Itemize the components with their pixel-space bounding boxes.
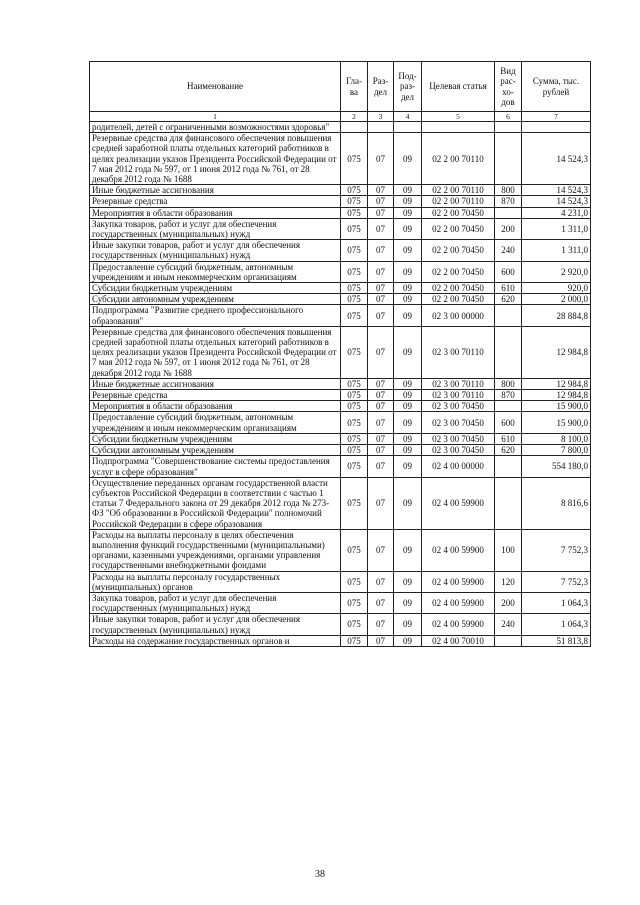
cell-glava: 075 — [341, 456, 368, 477]
cell-glava: 075 — [341, 445, 368, 456]
cell-target: 02 4 00 59900 — [422, 614, 495, 635]
column-number: 5 — [422, 112, 495, 122]
table-row — [90, 401, 591, 412]
cell-razdel: 07 — [368, 477, 394, 529]
cell-target: 02 4 00 59900 — [422, 529, 495, 571]
cell-vid: 870 — [495, 196, 522, 207]
cell-glava: 075 — [341, 571, 368, 592]
header-podrazdel: Под-раз-дел — [394, 62, 422, 112]
table-row — [90, 614, 591, 635]
cell-target: 02 4 00 59900 — [422, 592, 495, 613]
cell-razdel: 07 — [368, 401, 394, 412]
cell-name: Подпрограмма "Совершенствование системы предоставления услуг в сфере образования" — [90, 456, 341, 477]
cell-sum: 920,0 — [522, 283, 591, 294]
cell-glava: 075 — [341, 294, 368, 305]
cell-glava: 075 — [341, 378, 368, 389]
cell-name: родителей, детей с ограниченными возможностями здоровья" — [90, 122, 341, 133]
table-row — [90, 261, 591, 282]
header-sum: Сумма, тыс. рублей — [522, 62, 591, 112]
cell-target: 02 4 00 59900 — [422, 571, 495, 592]
cell-sum: 14 524,3 — [522, 185, 591, 196]
cell-razdel — [368, 122, 394, 133]
cell-target — [422, 122, 495, 133]
cell-name: Резервные средства — [90, 390, 341, 401]
header-vid: Вид рас-хо-дов — [495, 62, 522, 112]
cell-razdel: 07 — [368, 390, 394, 401]
cell-vid — [495, 477, 522, 529]
cell-target: 02 2 00 70450 — [422, 218, 495, 239]
cell-vid — [495, 122, 522, 133]
cell-sum: 2 000,0 — [522, 294, 591, 305]
cell-sum: 15 900,0 — [522, 412, 591, 433]
cell-name: Мероприятия в области образования — [90, 207, 341, 218]
cell-name: Мероприятия в области образования — [90, 401, 341, 412]
cell-sum: 1 064,3 — [522, 614, 591, 635]
cell-name: Субсидии автономным учреждениям — [90, 294, 341, 305]
cell-razdel: 07 — [368, 614, 394, 635]
table-row — [90, 456, 591, 477]
cell-glava: 075 — [341, 196, 368, 207]
cell-vid: 120 — [495, 571, 522, 592]
cell-name: Подпрограмма "Развитие среднего профессионального образования" — [90, 305, 341, 326]
column-number: 6 — [495, 112, 522, 122]
cell-target: 02 2 00 70110 — [422, 196, 495, 207]
column-number: 4 — [394, 112, 422, 122]
cell-target: 02 2 00 70450 — [422, 283, 495, 294]
cell-vid — [495, 305, 522, 326]
cell-name: Расходы на выплаты персоналу в целях обеспечения выполнения функций государственными (муниципальными) органами, казенными учреждениями, органами управления государственными внебюджетными фондами — [90, 529, 341, 571]
cell-podrazdel: 09 — [394, 218, 422, 239]
cell-target: 02 3 00 70110 — [422, 326, 495, 378]
cell-podrazdel: 09 — [394, 592, 422, 613]
table-row — [90, 305, 591, 326]
cell-name: Иные бюджетные ассигнования — [90, 378, 341, 389]
table-header — [90, 62, 591, 122]
cell-name: Резервные средства для финансового обеспечения повышения средней заработной платы отдельных категорий работников в целях реализации указов Президента Российской Федерации от 7 мая 2012 года № 597, от 1 июня 2012 года № 761, от 28 декабря 2012 года № 1688 — [90, 326, 341, 378]
table-row — [90, 592, 591, 613]
cell-razdel: 07 — [368, 433, 394, 444]
cell-vid: 610 — [495, 433, 522, 444]
cell-podrazdel: 09 — [394, 196, 422, 207]
cell-glava: 075 — [341, 261, 368, 282]
cell-podrazdel: 09 — [394, 185, 422, 196]
cell-sum: 7 800,0 — [522, 445, 591, 456]
cell-vid: 240 — [495, 240, 522, 261]
cell-sum: 12 984,8 — [522, 378, 591, 389]
cell-razdel: 07 — [368, 133, 394, 185]
cell-sum: 7 752,3 — [522, 529, 591, 571]
cell-glava: 075 — [341, 529, 368, 571]
cell-target: 02 2 00 70450 — [422, 261, 495, 282]
cell-podrazdel: 09 — [394, 433, 422, 444]
cell-razdel: 07 — [368, 412, 394, 433]
cell-podrazdel: 09 — [394, 294, 422, 305]
table-row — [90, 412, 591, 433]
cell-vid: 600 — [495, 412, 522, 433]
cell-sum: 8 816,6 — [522, 477, 591, 529]
cell-name: Иные закупки товаров, работ и услуг для обеспечения государственных (муниципальных) нужд — [90, 240, 341, 261]
cell-podrazdel: 09 — [394, 207, 422, 218]
cell-vid — [495, 635, 522, 646]
table-row — [90, 294, 591, 305]
page-number: 38 — [315, 869, 325, 880]
cell-name: Резервные средства — [90, 196, 341, 207]
cell-podrazdel: 09 — [394, 378, 422, 389]
cell-razdel: 07 — [368, 378, 394, 389]
cell-podrazdel: 09 — [394, 456, 422, 477]
cell-razdel: 07 — [368, 326, 394, 378]
column-number: 3 — [368, 112, 394, 122]
cell-vid: 240 — [495, 614, 522, 635]
cell-razdel: 07 — [368, 305, 394, 326]
table-row — [90, 196, 591, 207]
cell-vid: 620 — [495, 445, 522, 456]
cell-sum: 4 231,0 — [522, 207, 591, 218]
cell-vid: 870 — [495, 390, 522, 401]
cell-podrazdel: 09 — [394, 390, 422, 401]
table-row — [90, 240, 591, 261]
cell-glava: 075 — [341, 477, 368, 529]
cell-podrazdel: 09 — [394, 326, 422, 378]
cell-sum: 2 920,0 — [522, 261, 591, 282]
cell-podrazdel: 09 — [394, 261, 422, 282]
cell-glava: 075 — [341, 185, 368, 196]
cell-razdel: 07 — [368, 635, 394, 646]
cell-name: Иные бюджетные ассигнования — [90, 185, 341, 196]
cell-name: Предоставление субсидий бюджетным, автономным учреждениям и иным некоммерческим организациям — [90, 261, 341, 282]
table-row — [90, 477, 591, 529]
cell-podrazdel: 09 — [394, 401, 422, 412]
cell-podrazdel: 09 — [394, 283, 422, 294]
cell-razdel: 07 — [368, 261, 394, 282]
cell-sum: 14 524,3 — [522, 196, 591, 207]
cell-target: 02 3 00 70110 — [422, 378, 495, 389]
cell-target: 02 2 00 70110 — [422, 133, 495, 185]
cell-razdel: 07 — [368, 571, 394, 592]
cell-sum: 12 984,8 — [522, 326, 591, 378]
cell-name: Субсидии автономным учреждениям — [90, 445, 341, 456]
cell-razdel: 07 — [368, 283, 394, 294]
cell-target: 02 2 00 70450 — [422, 294, 495, 305]
cell-glava: 075 — [341, 390, 368, 401]
header-razdel: Раз-дел — [368, 62, 394, 112]
cell-vid — [495, 401, 522, 412]
cell-razdel: 07 — [368, 456, 394, 477]
cell-glava — [341, 122, 368, 133]
table-row — [90, 390, 591, 401]
cell-podrazdel: 09 — [394, 133, 422, 185]
cell-razdel: 07 — [368, 196, 394, 207]
column-number: 7 — [522, 112, 591, 122]
cell-name: Расходы на содержание государственных органов и — [90, 635, 341, 646]
cell-vid: 800 — [495, 185, 522, 196]
cell-sum: 28 884,8 — [522, 305, 591, 326]
cell-podrazdel: 09 — [394, 477, 422, 529]
header-name: Наименование — [90, 62, 341, 112]
cell-glava: 075 — [341, 433, 368, 444]
column-number-row — [90, 112, 591, 122]
cell-vid: 610 — [495, 283, 522, 294]
cell-sum: 51 813,8 — [522, 635, 591, 646]
table-row — [90, 378, 591, 389]
cell-podrazdel: 09 — [394, 529, 422, 571]
cell-sum: 15 900,0 — [522, 401, 591, 412]
cell-name: Закупка товаров, работ и услуг для обеспечения государственных (муниципальных) нужд — [90, 218, 341, 239]
cell-sum: 8 100,0 — [522, 433, 591, 444]
cell-podrazdel — [394, 122, 422, 133]
cell-vid: 200 — [495, 218, 522, 239]
cell-sum: 1 311,0 — [522, 240, 591, 261]
table-row — [90, 445, 591, 456]
cell-glava: 075 — [341, 218, 368, 239]
table-row — [90, 529, 591, 571]
header-row — [90, 62, 591, 112]
cell-target: 02 2 00 70110 — [422, 185, 495, 196]
column-number: 2 — [341, 112, 368, 122]
cell-glava: 075 — [341, 305, 368, 326]
cell-glava: 075 — [341, 592, 368, 613]
cell-sum: 7 752,3 — [522, 571, 591, 592]
cell-razdel: 07 — [368, 529, 394, 571]
cell-razdel: 07 — [368, 207, 394, 218]
table-row — [90, 433, 591, 444]
cell-name: Закупка товаров, работ и услуг для обеспечения государственных (муниципальных) нужд — [90, 592, 341, 613]
cell-target: 02 3 00 70450 — [422, 433, 495, 444]
cell-glava: 075 — [341, 133, 368, 185]
cell-name: Расходы на выплаты персоналу государственных (муниципальных) органов — [90, 571, 341, 592]
cell-podrazdel: 09 — [394, 571, 422, 592]
cell-vid: 200 — [495, 592, 522, 613]
table-row — [90, 185, 591, 196]
cell-target: 02 4 00 70010 — [422, 635, 495, 646]
cell-target: 02 3 00 70110 — [422, 390, 495, 401]
cell-podrazdel: 09 — [394, 635, 422, 646]
cell-name: Субсидии бюджетным учреждениям — [90, 433, 341, 444]
cell-glava: 075 — [341, 401, 368, 412]
cell-razdel: 07 — [368, 185, 394, 196]
cell-target: 02 3 00 00000 — [422, 305, 495, 326]
cell-sum: 12 984,8 — [522, 390, 591, 401]
cell-sum: 554 180,0 — [522, 456, 591, 477]
cell-target: 02 2 00 70450 — [422, 240, 495, 261]
cell-razdel: 07 — [368, 445, 394, 456]
table-row — [90, 283, 591, 294]
cell-vid: 100 — [495, 529, 522, 571]
cell-target: 02 3 00 70450 — [422, 445, 495, 456]
table-row — [90, 133, 591, 185]
cell-razdel: 07 — [368, 294, 394, 305]
cell-name: Предоставление субсидий бюджетным, автономным учреждениям и иным некоммерческим организациям — [90, 412, 341, 433]
cell-podrazdel: 09 — [394, 614, 422, 635]
cell-glava: 075 — [341, 412, 368, 433]
cell-podrazdel: 09 — [394, 412, 422, 433]
header-target: Целевая статья — [422, 62, 495, 112]
cell-vid — [495, 133, 522, 185]
cell-name: Резервные средства для финансового обеспечения повышения средней заработной платы отдельных категорий работников в целях реализации указов Президента Российской Федерации от 7 мая 2012 года № 597, от 1 июня 2012 года № 761, от 28 декабря 2012 года № 1688 — [90, 133, 341, 185]
cell-razdel: 07 — [368, 592, 394, 613]
table-body — [90, 122, 591, 647]
cell-name: Субсидии бюджетным учреждениям — [90, 283, 341, 294]
cell-razdel: 07 — [368, 218, 394, 239]
cell-target: 02 4 00 59900 — [422, 477, 495, 529]
cell-glava: 075 — [341, 283, 368, 294]
table-row — [90, 571, 591, 592]
cell-name: Иные закупки товаров, работ и услуг для обеспечения государственных (муниципальных) нужд — [90, 614, 341, 635]
cell-vid: 600 — [495, 261, 522, 282]
cell-vid: 620 — [495, 294, 522, 305]
column-number: 1 — [90, 112, 341, 122]
cell-glava: 075 — [341, 207, 368, 218]
cell-target: 02 3 00 70450 — [422, 412, 495, 433]
cell-podrazdel: 09 — [394, 240, 422, 261]
table-row — [90, 635, 591, 646]
cell-vid — [495, 326, 522, 378]
cell-podrazdel: 09 — [394, 305, 422, 326]
cell-sum: 1 064,3 — [522, 592, 591, 613]
cell-target: 02 4 00 00000 — [422, 456, 495, 477]
cell-sum — [522, 122, 591, 133]
cell-target: 02 3 00 70450 — [422, 401, 495, 412]
cell-vid — [495, 207, 522, 218]
cell-podrazdel: 09 — [394, 445, 422, 456]
cell-sum: 1 311,0 — [522, 218, 591, 239]
table-row — [90, 122, 591, 133]
table-row — [90, 207, 591, 218]
budget-table — [89, 61, 591, 647]
cell-name: Осуществление переданных органам государственной власти субъектов Российской Федерации в соответствии с частью 1 статьи 7 Федерального закона от 29 декабря 2012 года № 273-ФЗ "Об образовании в Российской Федерации" полномочий Российской Федерации в сфере образования — [90, 477, 341, 529]
cell-sum: 14 524,3 — [522, 133, 591, 185]
cell-glava: 075 — [341, 614, 368, 635]
header-glava: Гла-ва — [341, 62, 368, 112]
cell-target: 02 2 00 70450 — [422, 207, 495, 218]
cell-razdel: 07 — [368, 240, 394, 261]
table-row — [90, 326, 591, 378]
cell-vid: 800 — [495, 378, 522, 389]
cell-glava: 075 — [341, 635, 368, 646]
cell-glava: 075 — [341, 326, 368, 378]
table-row — [90, 218, 591, 239]
cell-glava: 075 — [341, 240, 368, 261]
cell-vid — [495, 456, 522, 477]
